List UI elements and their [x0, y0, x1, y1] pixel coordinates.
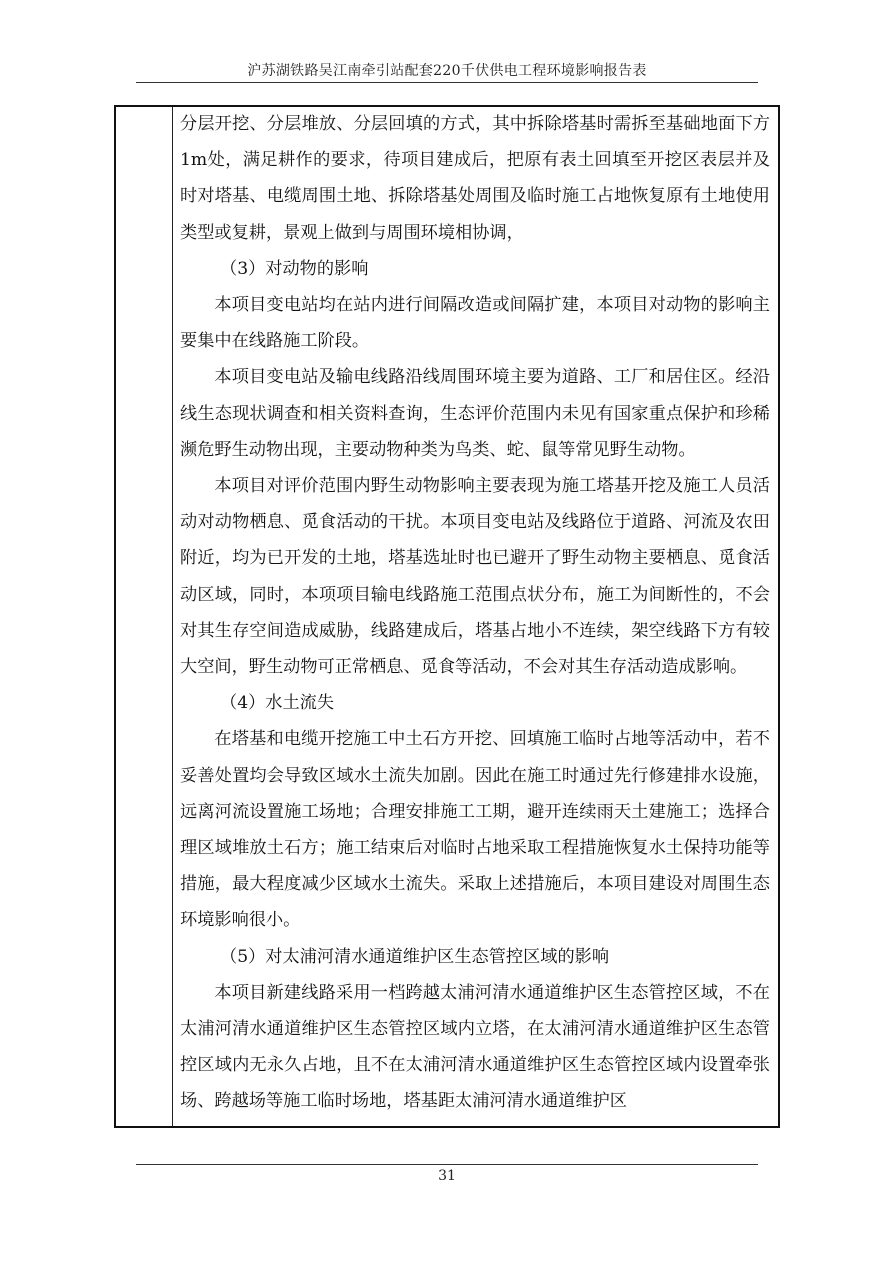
paragraph-restoration: 分层开挖、分层堆放、分层回填的方式，其中拆除塔基时需拆至基础地面下方1m处，满足耕作的要求，待项目建成后，把原有表土回填至开挖区表层并及时对塔基、电缆周围土地、拆除塔基处周围及临时施工占地恢复原有土地使用类型或复耕，景观上做到与周围环境相协调，	[180, 114, 770, 243]
page-number: 31	[438, 1168, 456, 1184]
section-heading-animals: （3）对动物的影响	[220, 258, 369, 279]
section-heading-taipu-river: （5）对太浦河清水通道维护区生态管控区域的影响	[220, 946, 610, 967]
header-rule	[136, 82, 758, 83]
paragraph-animal-survey: 本项目变电站及输电线路沿线周围环境主要为道路、工厂和居住区。经沿线生态现状调查和相关资料查询，生态评价范围内未见有国家重点保护和珍稀濒危野生动物出现，主要动物种类为鸟类、蛇、鼠等常见野生动物。	[180, 367, 770, 460]
paragraph-taipu-river: 本项目新建线路采用一档跨越太浦河清水通道维护区生态管控区域，不在太浦河清水通道维护区生态管控区域内立塔，在太浦河清水通道维护区生态管控区域内无永久占地，且不在太浦河清水通道维护区生态管控区域内设置牵张场、跨越场等施工临时场地，塔基距太浦河清水通道维护区	[180, 982, 770, 1112]
table-label-column	[116, 107, 173, 1126]
section-heading-soil-erosion: （4）水土流失	[220, 693, 335, 714]
page-header-title: 沪苏湖铁路吴江南牵引站配套220千伏供电工程环境影响报告表	[247, 63, 647, 79]
paragraph-soil-erosion: 在塔基和电缆开挖施工中土石方开挖、回填施工临时占地等活动中，若不妥善处置均会导致区域水土流失加剧。因此在施工时通过先行修建排水设施，远离河流设置施工场地；合理安排施工工期，避开连续雨天土建施工；选择合理区域堆放土石方；施工结束后对临时占地采取工程措施恢复水土保持功能等措施，最大程度减少区域水土流失。采取上述措施后，本项目建设对周围生态环境影响很小。	[180, 729, 770, 931]
paragraph-animal-impact-scope: 本项目变电站均在站内进行间隔改造或间隔扩建，本项目对动物的影响主要集中在线路施工阶段。	[180, 295, 770, 352]
footer-rule	[136, 1164, 758, 1165]
paragraph-animal-disturbance: 本项目对评价范围内野生动物影响主要表现为施工塔基开挖及施工人员活动对动物栖息、觅食活动的干扰。本项目变电站及线路位于道路、河流及农田附近，均为已开发的土地，塔基选址时也已避开了野生动物主要栖息、觅食活动区域，同时，本项项目输电线路施工范围点状分布，施工为间断性的，不会对其生存空间造成威胁，线路建成后，塔基占地小不连续，架空线路下方有较大空间，野生动物可正常栖息、觅食等活动，不会对其生存活动造成影响。	[180, 476, 770, 678]
body-text	[180, 106, 770, 1120]
